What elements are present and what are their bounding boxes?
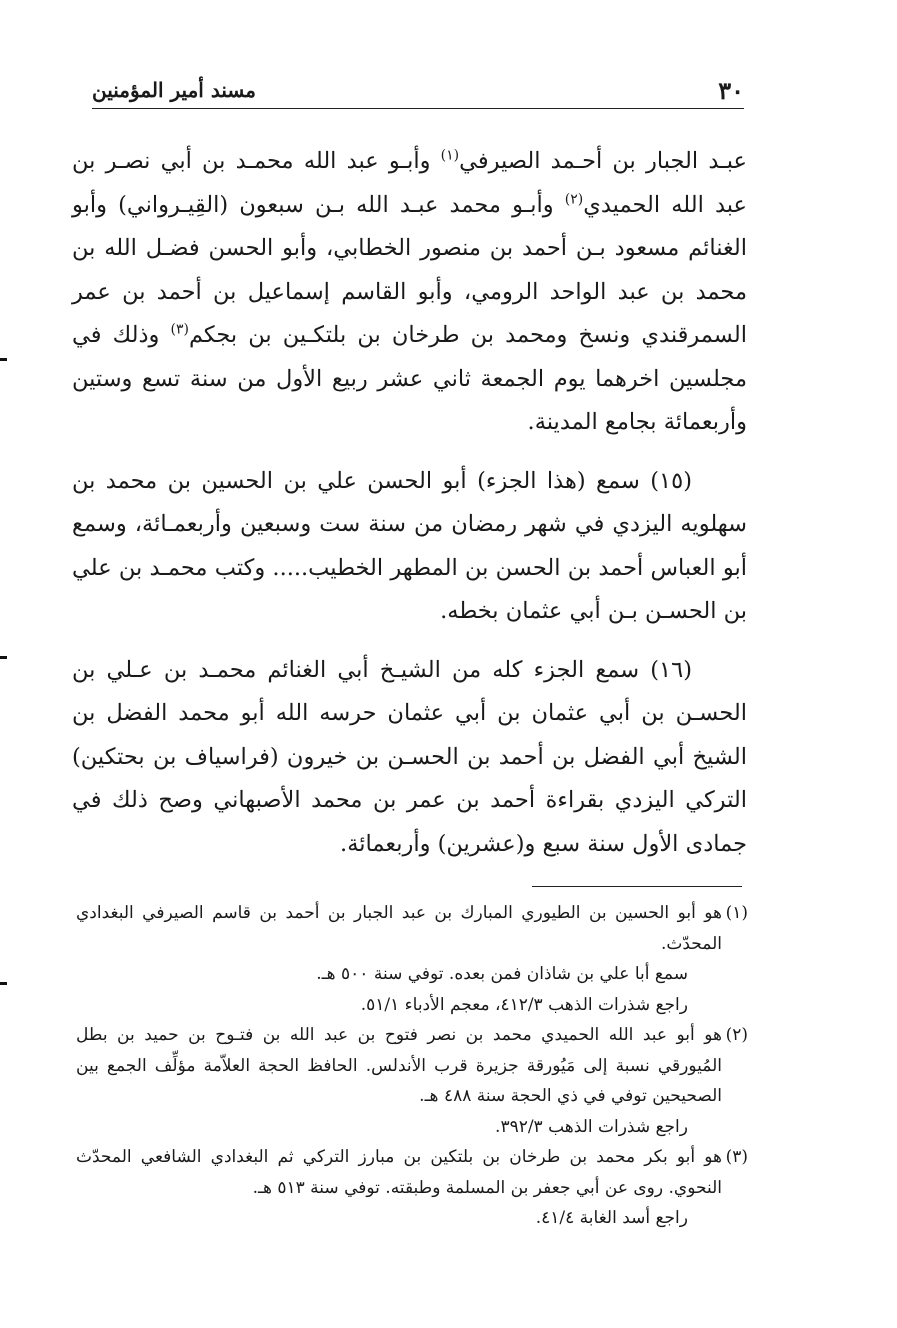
footnote-number: (١) <box>725 903 748 923</box>
footnotes <box>76 898 748 1234</box>
footnote-text: هو أبو الحسين بن الطيوري المبارك بن عبد الجبار بن أحمد بن قاسم الصيرفي البغدادي المحدّث. <box>76 903 722 954</box>
footnote-number: (٣) <box>725 1147 748 1167</box>
footnote-separator <box>532 886 742 887</box>
footnote <box>76 898 748 959</box>
paragraph-text: وذلك في مجلسين اخرهما يوم الجمعة ثاني عشر ربيع الأول من سنة تسع وستين وأربعمائة بجامع المدينة. <box>72 322 747 435</box>
paragraph: (١٦) سمع الجزء كله من الشيـخ أبي الغنائم محمـد بن عـلي بن الحسـن بن أبي عثمان بن أبي عثمان حرسه الله أبو محمد الفضل بن الشيخ أبي الفضل بن أحمد بن الحسـن بن خيرون (فراسياف بن بحتكين) التركي اليزدي بقراءة أحمد بن عمر بن محمد الأصبهاني وصح ذلك في جمادى الأول سنة سبع و(عشرين) وأربعمائة. <box>72 656 747 857</box>
footnote-line: راجع شذرات الذهب ٣٩٢/٣. <box>495 1116 688 1137</box>
scan-mark <box>0 358 7 361</box>
footnote-reference: (٣) <box>170 321 189 338</box>
footnote-text: هو أبو عبد الله الحميدي محمد بن نصر فتوح بن عبد الله بن فتـوح بن حميد بن بطل المُيورقي نسبة إلى مَيُورقة جزيرة قرب الأندلس. الحافظ الحجة العلاّمة مؤلِّف الجمع بين الصحيحين توفي في ذي الحجة سنة ٤٨٨ هـ. <box>76 1025 722 1106</box>
page-header <box>92 68 744 109</box>
footnote-number: (٢) <box>725 1025 748 1045</box>
paragraph <box>72 140 747 445</box>
running-title: مسند أمير المؤمنين <box>92 78 256 102</box>
scan-mark <box>0 656 7 659</box>
paragraph-text: وأبـو عبد الله محمـد بن أبي نصـر بن عبد الله الحميدي <box>72 148 747 218</box>
footnote-line: راجع أسد الغابة ٤١/٤. <box>535 1208 688 1228</box>
paragraph-text: وأبـو محمد عبـد الله بـن سبعون (القِيـرواني) وأبو الغنائم مسعود بـن أحمد بن منصور الخطابي، وأبو الحسن فضـل الله بن محمد بن عبد الواحد الرومي، وأبو القاسم إسماعيل بن أحمد بن عمر السمرقندي ونسخ ومحمد بن طرخان بن بلتكـين بن بجكم <box>72 191 747 348</box>
page-number: ٣٠ <box>718 76 744 105</box>
scan-mark <box>0 982 7 985</box>
footnote-text: هو أبو بكر محمد بن طرخان بن بلتكين بن مبارز التركي ثم البغدادي الشافعي المحدّث النحوي. روى عن أبي جعفر بن المسلمة وطبقته. توفي سنة ٥١٣ هـ. <box>76 1147 722 1198</box>
paragraph-text: عبـد الجبار بن أحـمد الصيرفي <box>459 148 747 174</box>
footnote-line: سمع أبا علي بن شاذان فمن بعده. توفي سنة ٥٠٠ هـ. <box>316 964 688 984</box>
footnote <box>76 1142 748 1203</box>
footnote-reference: (١) <box>440 147 460 164</box>
footnote-line: راجع شذرات الذهب ٤١٢/٣، معجم الأدباء ٥١/١. <box>360 994 688 1015</box>
main-text <box>72 140 747 866</box>
footnote-reference: (٢) <box>564 191 584 207</box>
footnote <box>76 1020 748 1112</box>
paragraph: (١٥) سمع (هذا الجزء) أبو الحسن علي بن الحسين بن محمد بن سهلويه اليزدي في شهر رمضان من سنة ست وسبعين وأربعمـائة، وسمع أبو العباس أحمد بن الحسن بن المطهر الخطيب..... وكتب محمـد بن علي بن الحسـن بـن أبي عثمان بخطه. <box>72 467 747 624</box>
